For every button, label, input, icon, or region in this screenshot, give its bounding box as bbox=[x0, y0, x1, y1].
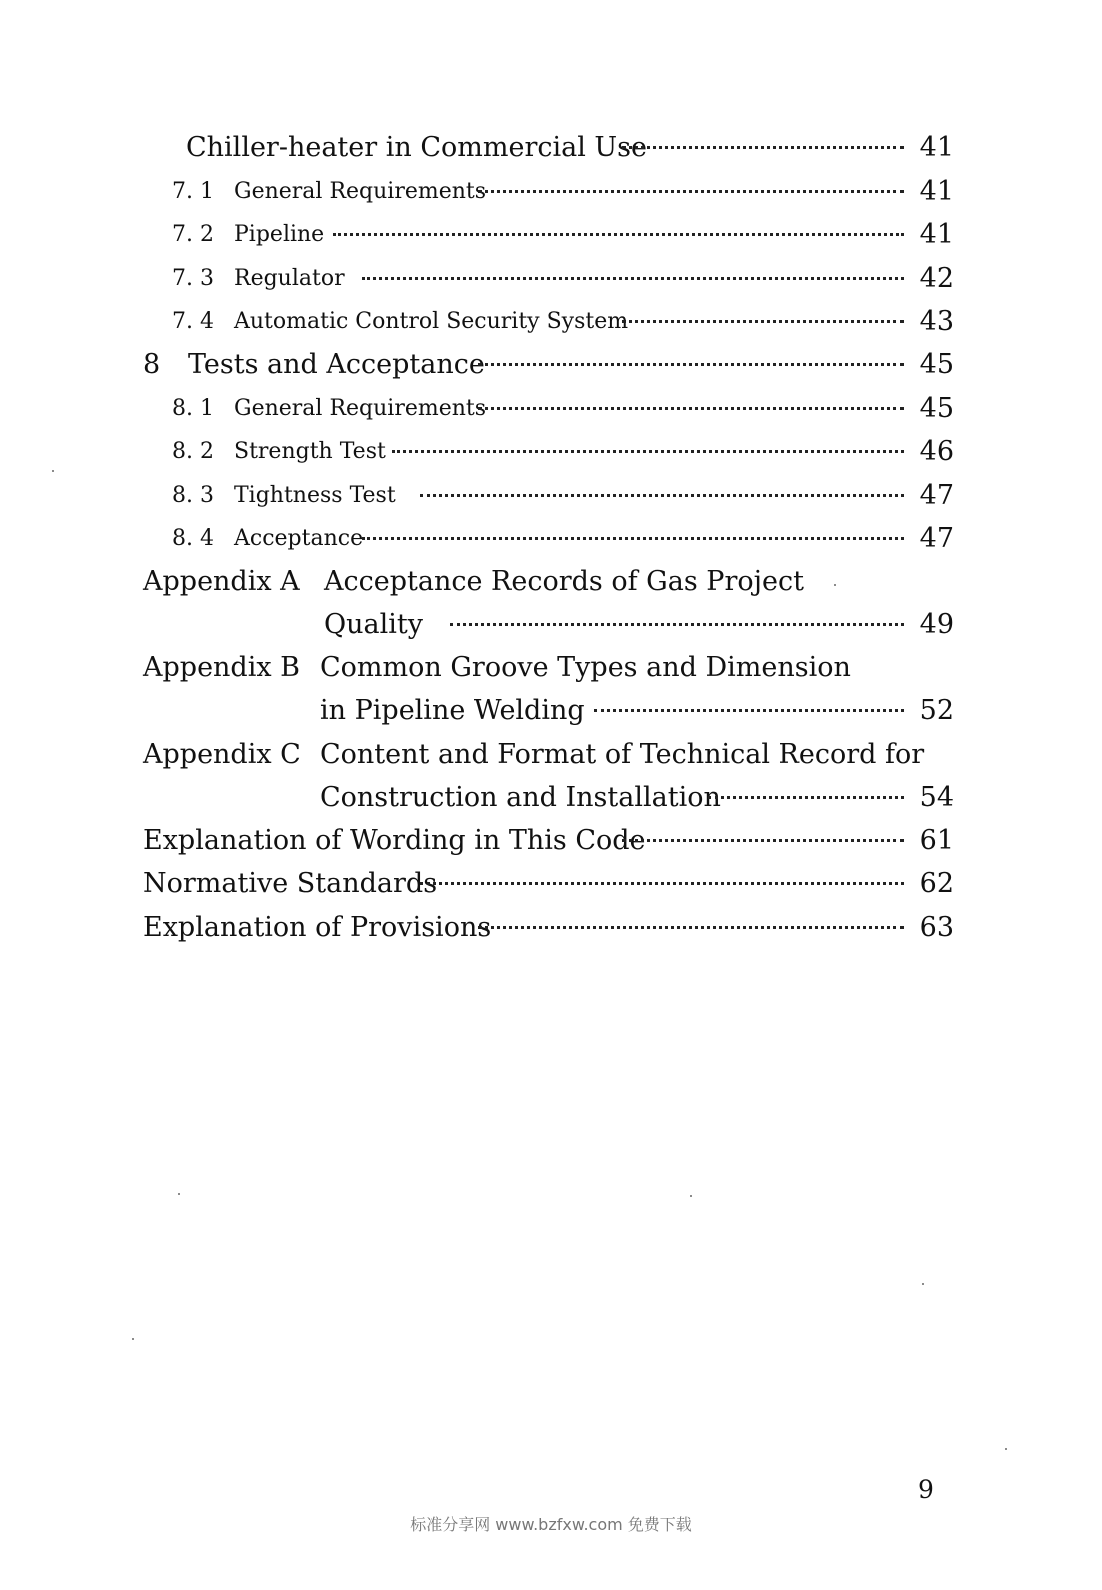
page-number: 9 bbox=[918, 1475, 934, 1504]
scan-speck bbox=[52, 470, 54, 472]
toc-entry-7-2 bbox=[0, 213, 1102, 257]
toc-entry-appendix-a bbox=[0, 560, 1102, 604]
toc-entry-title: Strength Test bbox=[234, 439, 386, 464]
toc-entry-number: 8. 3 bbox=[172, 483, 214, 508]
dot-leader bbox=[478, 190, 904, 193]
toc-entry-8-4 bbox=[0, 517, 1102, 561]
dot-leader bbox=[622, 320, 904, 323]
toc-entry-title: General Requirements bbox=[234, 179, 487, 204]
toc-entry-page: 52 bbox=[919, 695, 954, 726]
dot-leader bbox=[392, 450, 904, 453]
toc-entry-page: 41 bbox=[919, 132, 954, 163]
scan-speck bbox=[178, 1193, 180, 1195]
toc-entry-number: 7. 2 bbox=[172, 222, 214, 247]
toc-entry-appendix-b bbox=[0, 646, 1102, 690]
dot-leader bbox=[478, 363, 904, 366]
dot-leader bbox=[450, 623, 904, 626]
scan-speck bbox=[834, 584, 836, 586]
toc-entry-page: 54 bbox=[919, 782, 954, 813]
scan-speck bbox=[690, 1195, 692, 1197]
toc-entry-number: 7. 3 bbox=[172, 266, 214, 291]
dot-leader bbox=[622, 839, 904, 842]
toc-entry-title: Normative Standards bbox=[143, 868, 438, 899]
toc-entry-number: 8. 4 bbox=[172, 526, 214, 551]
toc-entry-title: Common Groove Types and Dimension bbox=[320, 652, 851, 683]
toc-entry-title: Automatic Control Security System bbox=[234, 309, 629, 334]
toc-entry-appendix-c bbox=[0, 733, 1102, 777]
dot-leader bbox=[622, 146, 904, 149]
watermark-text: 标准分享网 www.bzfxw.com 免费下载 bbox=[410, 1515, 692, 1534]
toc-entry-page: 42 bbox=[919, 263, 954, 294]
toc-entry-appendix-c-cont bbox=[0, 776, 1102, 820]
toc-entry-chapter-8 bbox=[0, 343, 1102, 387]
toc-entry-number: 7. 4 bbox=[172, 309, 214, 334]
toc-entry-title: Content and Format of Technical Record for bbox=[320, 739, 925, 770]
toc-entry-title: Acceptance bbox=[234, 526, 364, 551]
toc-entry-7-4 bbox=[0, 300, 1102, 344]
dot-leader bbox=[333, 233, 904, 236]
toc-entry-page: 41 bbox=[919, 219, 954, 250]
toc-entry-page: 62 bbox=[919, 868, 954, 899]
toc-entry-page: 49 bbox=[919, 609, 954, 640]
toc-entry-title: Quality bbox=[324, 609, 423, 640]
toc-entry-7-3 bbox=[0, 257, 1102, 301]
toc-entry-number: 8 bbox=[143, 349, 161, 380]
toc-entry-8-1 bbox=[0, 387, 1102, 431]
toc-entry-title: Pipeline bbox=[234, 222, 325, 247]
toc-entry-title: Construction and Installation bbox=[320, 782, 721, 813]
toc-entry-page: 63 bbox=[919, 912, 954, 943]
scan-speck bbox=[1005, 1448, 1007, 1450]
toc-entry-number: 8. 1 bbox=[172, 396, 214, 421]
toc-entry-title: Tightness Test bbox=[234, 483, 396, 508]
toc-entry-title: Explanation of Provisions bbox=[143, 912, 492, 943]
toc-entry-label: Appendix A bbox=[143, 566, 300, 597]
scan-speck bbox=[922, 1283, 924, 1285]
toc-entry-page: 45 bbox=[919, 349, 954, 380]
toc-entry-title: Tests and Acceptance bbox=[188, 349, 485, 380]
toc-entry-wording bbox=[0, 819, 1102, 863]
toc-entry-appendix-b-cont bbox=[0, 689, 1102, 733]
dot-leader bbox=[362, 277, 904, 280]
toc-entry-appendix-a-cont bbox=[0, 603, 1102, 647]
toc-entry-title: Acceptance Records of Gas Project bbox=[324, 566, 804, 597]
toc-entry-number: 7. 1 bbox=[172, 179, 214, 204]
toc-entry-title: Chiller-heater in Commercial Use bbox=[186, 132, 648, 163]
toc-entry-page: 61 bbox=[919, 825, 954, 856]
toc-entry-7-1 bbox=[0, 170, 1102, 214]
dot-leader bbox=[708, 796, 904, 799]
toc-entry-normative bbox=[0, 862, 1102, 906]
toc-entry-number: 8. 2 bbox=[172, 439, 214, 464]
toc-entry-8-2 bbox=[0, 430, 1102, 474]
dot-leader bbox=[420, 882, 904, 885]
toc-entry-title: Explanation of Wording in This Code bbox=[143, 825, 646, 856]
dot-leader bbox=[478, 407, 904, 410]
toc-entry-label: Appendix B bbox=[143, 652, 301, 683]
toc-entry-title: General Requirements bbox=[234, 396, 487, 421]
toc-entry-title: in Pipeline Welding bbox=[320, 695, 585, 726]
dot-leader bbox=[362, 537, 904, 540]
toc-entry-chiller-heater bbox=[0, 126, 1102, 170]
toc-entry-provisions bbox=[0, 906, 1102, 950]
toc-entry-title: Regulator bbox=[234, 266, 345, 291]
toc-entry-page: 45 bbox=[919, 393, 954, 424]
toc-entry-page: 47 bbox=[919, 523, 954, 554]
dot-leader bbox=[478, 926, 904, 929]
toc-entry-page: 43 bbox=[919, 306, 954, 337]
dot-leader bbox=[420, 494, 904, 497]
toc-entry-page: 47 bbox=[919, 480, 954, 511]
toc-entry-page: 41 bbox=[919, 176, 954, 207]
toc-entry-8-3 bbox=[0, 474, 1102, 518]
scan-speck bbox=[132, 1338, 134, 1340]
dot-leader bbox=[594, 709, 904, 712]
toc-entry-label: Appendix C bbox=[143, 739, 301, 770]
toc-entry-page: 46 bbox=[919, 436, 954, 467]
